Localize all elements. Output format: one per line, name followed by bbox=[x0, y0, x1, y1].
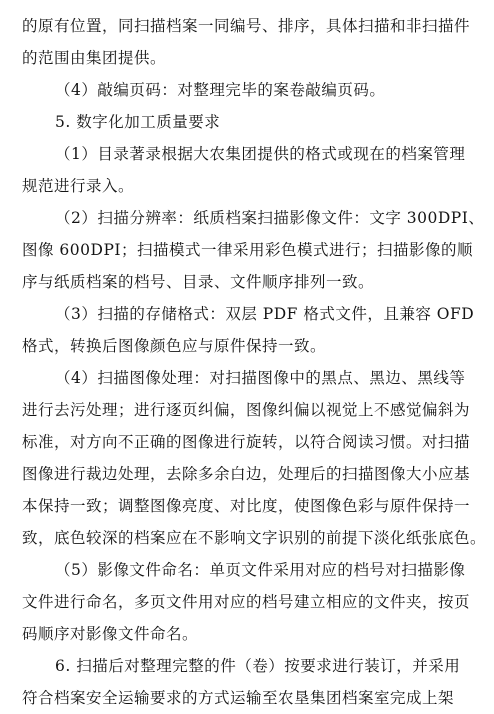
section-heading-binding: 6. 扫描后对整理完整的件（卷）按要求进行装订，并采用 bbox=[55, 657, 461, 675]
text-line-7: （2）扫描分辨率：纸质档案扫描影像文件：文字 300DPI、 bbox=[55, 209, 485, 227]
text-line-22: 符合档案安全运输要求的方式运输至农垦集团档案室完成上架 bbox=[22, 689, 455, 707]
text-line-12: （4）扫描图像处理：对扫描图像中的黑点、黑边、黑线等 bbox=[55, 369, 466, 387]
text-line-2: 的范围由集团提供。 bbox=[22, 49, 167, 67]
text-line-11: 格式，转换后图像颜色应与原件保持一致。 bbox=[22, 337, 327, 355]
text-line-5: （1）目录著录根据大农集团提供的格式或现在的档案管理 bbox=[55, 145, 466, 163]
text-line-3: （4）敲编页码：对整理完毕的案卷敲编页码。 bbox=[55, 81, 386, 99]
text-line-8: 图像 600DPI；扫描模式一律采用彩色模式进行；扫描影像的顺 bbox=[22, 241, 473, 259]
text-line-20: 码顺序对影像文件命名。 bbox=[22, 625, 199, 643]
text-line-9: 序与纸质档案的档号、目录、文件顺序排列一致。 bbox=[22, 273, 375, 291]
text-line-14: 标准，对方向不正确的图像进行旋转，以符合阅读习惯。对扫描 bbox=[22, 433, 471, 451]
text-line-13: 进行去污处理；进行逐页纠偏，图像纠偏以视觉上不感觉偏斜为 bbox=[22, 401, 471, 419]
text-line-19: 文件进行命名，多页文件用对应的档号建立相应的文件夹，按页 bbox=[22, 593, 471, 611]
text-line-16: 本保持一致；调整图像亮度、对比度，使图像色彩与原件保持一 bbox=[22, 497, 471, 515]
text-line-18: （5）影像文件命名：单页文件采用对应的档号对扫描影像 bbox=[55, 561, 466, 579]
text-line-17: 致，底色较深的档案应在不影响文字识别的前提下淡化纸张底色。 bbox=[22, 529, 487, 547]
text-line-10: （3）扫描的存储格式：双层 PDF 格式文件，且兼容 OFD bbox=[55, 305, 475, 323]
section-heading-quality: 5. 数字化加工质量要求 bbox=[55, 113, 221, 131]
text-line-1: 的原有位置，同扫描档案一同编号、排序，具体扫描和非扫描件 bbox=[22, 17, 471, 35]
text-line-6: 规范进行录入。 bbox=[22, 177, 135, 195]
text-line-15: 图像进行裁边处理，去除多余白边，处理后的扫描图像大小应基 bbox=[22, 465, 471, 483]
